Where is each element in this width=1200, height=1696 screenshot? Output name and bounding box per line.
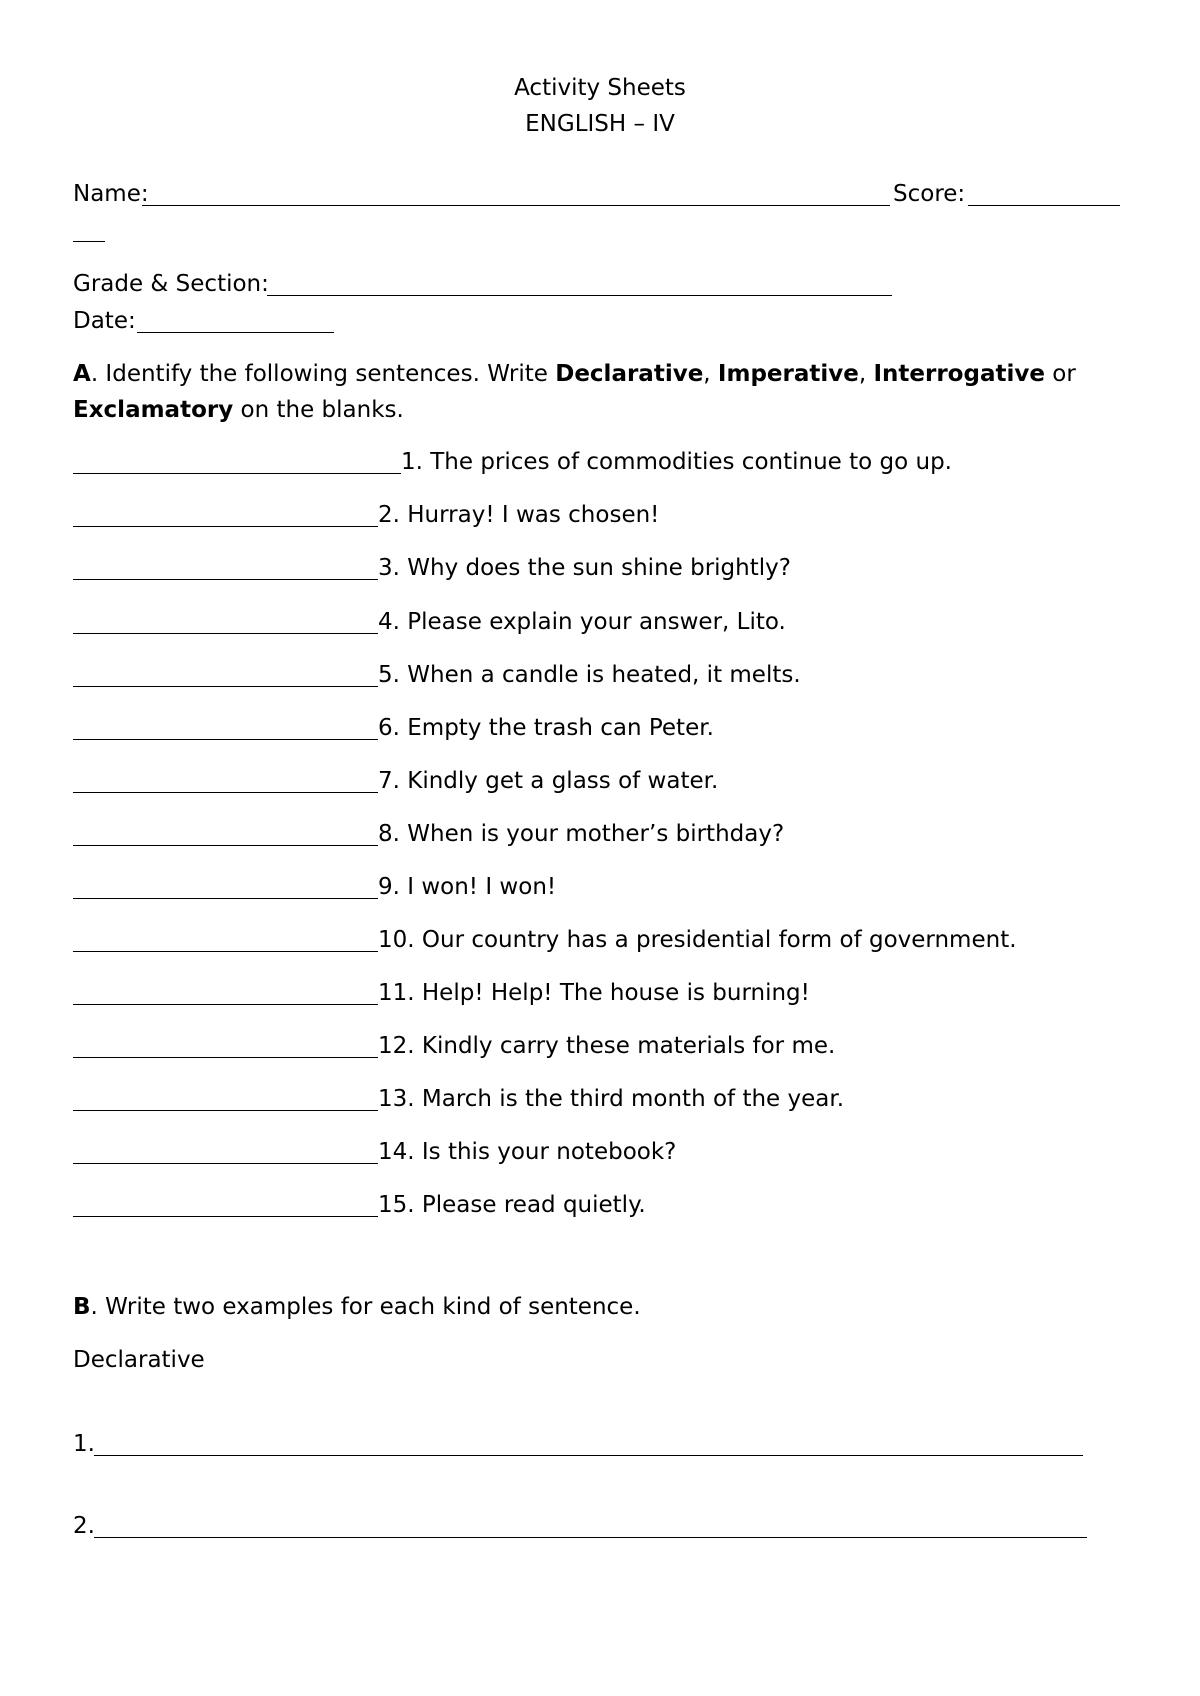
part-b-category-label: Declarative (73, 1347, 205, 1373)
name-blank[interactable] (142, 205, 890, 206)
list-item: 2. Hurray! I was chosen! (378, 502, 660, 528)
answer-blank[interactable] (73, 792, 378, 793)
list-item: 4. Please explain your answer, Lito. (378, 609, 786, 635)
score-blank[interactable] (968, 205, 1120, 206)
date-label: Date: (73, 308, 136, 334)
part-a-instruction-line-1: A. Identify the following sentences. Write Declarative, Imperative, Interrogative or (73, 361, 1076, 387)
sheet-subject: ENGLISH – IV (525, 111, 675, 137)
answer-blank[interactable] (73, 526, 378, 527)
example-answer-line[interactable] (94, 1455, 1083, 1456)
answer-blank[interactable] (73, 473, 401, 474)
answer-blank[interactable] (73, 1004, 378, 1005)
list-item: 3. Why does the sun shine brightly? (378, 555, 791, 581)
answer-blank[interactable] (73, 1057, 378, 1058)
answer-blank[interactable] (73, 898, 378, 899)
exclamatory-term: Exclamatory (73, 397, 234, 423)
list-item: 8. When is your mother’s birthday? (378, 821, 785, 847)
part-b-letter: B (73, 1294, 91, 1320)
interrogative-term: Interrogative (873, 361, 1045, 387)
answer-blank[interactable] (73, 1163, 378, 1164)
answer-blank[interactable] (73, 1110, 378, 1111)
list-item: 6. Empty the trash can Peter. (378, 715, 714, 741)
part-b-line-number: 1. (73, 1431, 95, 1457)
list-item: 5. When a candle is heated, it melts. (378, 662, 801, 688)
answer-blank[interactable] (73, 951, 378, 952)
sheet-title: Activity Sheets (514, 75, 686, 101)
list-item: 15. Please read quietly. (378, 1192, 646, 1218)
list-item: 10. Our country has a presidential form of government. (378, 927, 1017, 953)
list-item: 9. I won! I won! (378, 874, 557, 900)
list-item: 13. March is the third month of the year. (378, 1086, 845, 1112)
score-blank-continued[interactable] (73, 241, 105, 242)
imperative-term: Imperative (717, 361, 859, 387)
part-b-instruction: B. Write two examples for each kind of sentence. (73, 1294, 641, 1320)
declarative-term: Declarative (555, 361, 704, 387)
date-blank[interactable] (137, 332, 334, 333)
answer-blank[interactable] (73, 1216, 378, 1217)
part-a-instruction-line-2: Exclamatory on the blanks. (73, 397, 404, 423)
list-item: 11. Help! Help! The house is burning! (378, 980, 810, 1006)
part-b-line-number: 2. (73, 1513, 95, 1539)
name-label: Name: (73, 181, 149, 207)
answer-blank[interactable] (73, 579, 378, 580)
list-item: 14. Is this your notebook? (378, 1139, 677, 1165)
answer-blank[interactable] (73, 845, 378, 846)
answer-blank[interactable] (73, 633, 378, 634)
answer-blank[interactable] (73, 686, 378, 687)
answer-blank[interactable] (73, 739, 378, 740)
grade-section-blank[interactable] (267, 295, 892, 296)
list-item: 7. Kindly get a glass of water. (378, 768, 719, 794)
list-item: 1. The prices of commodities continue to go up. (401, 449, 952, 475)
grade-section-label: Grade & Section: (73, 271, 269, 297)
part-a-letter: A (73, 361, 91, 387)
list-item: 12. Kindly carry these materials for me. (378, 1033, 836, 1059)
score-label: Score: (893, 181, 966, 207)
example-answer-line[interactable] (94, 1537, 1087, 1538)
